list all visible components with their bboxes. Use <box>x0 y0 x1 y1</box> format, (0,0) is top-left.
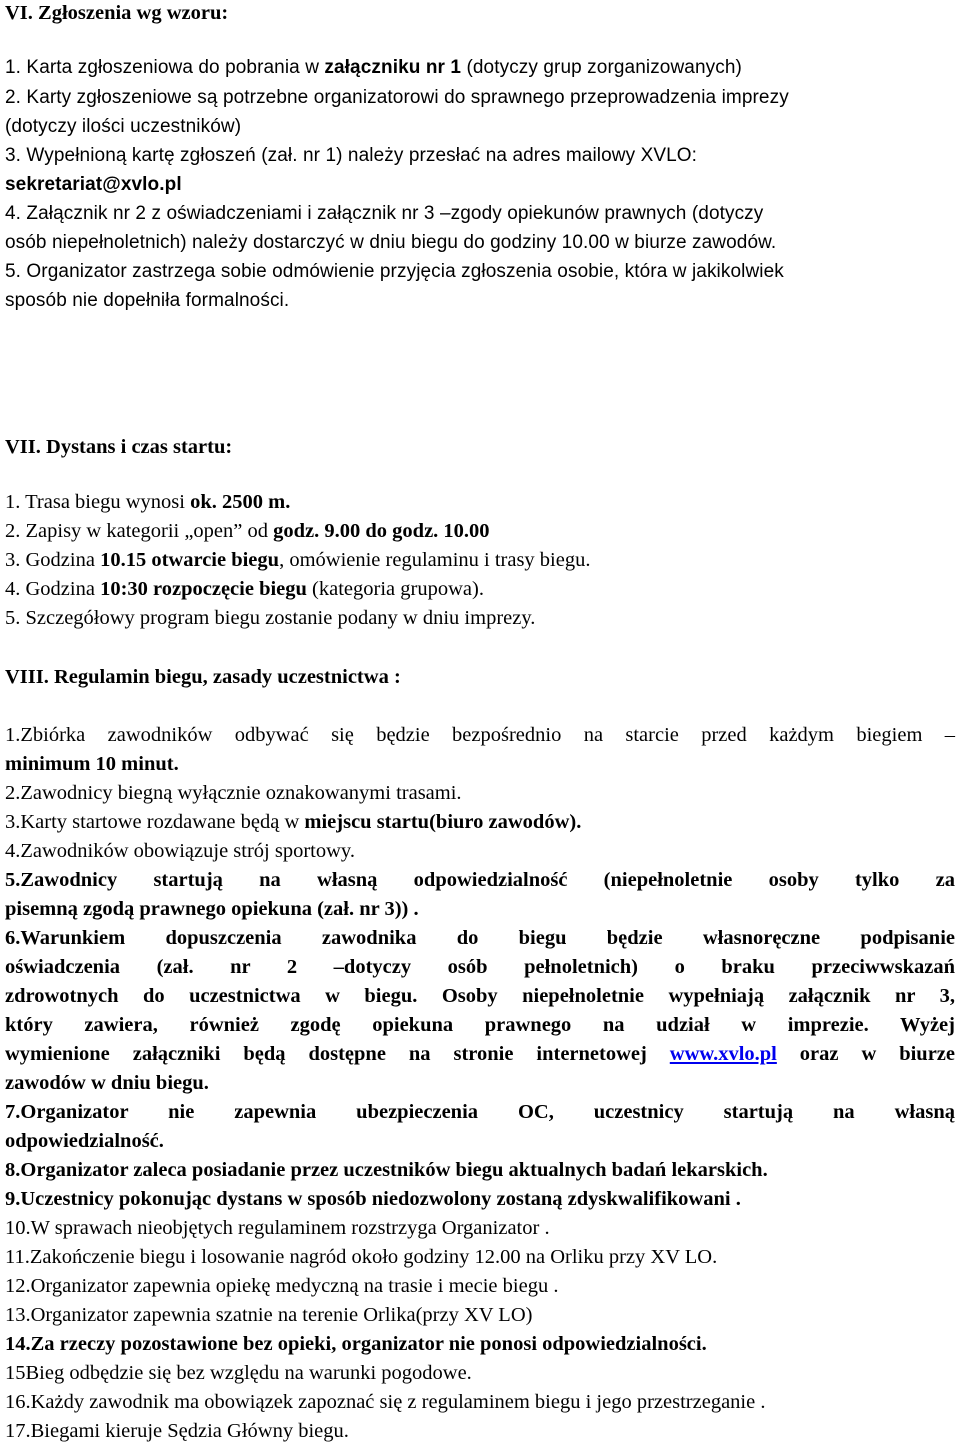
rule-13: 13.Organizator zapewnia szatnie na terenie Orlika(przy XV LO) <box>5 1304 533 1326</box>
section-vi-heading: VI. Zgłoszenia wg wzoru: <box>5 2 229 24</box>
section-vii-heading: VII. Dystans i czas startu: <box>5 436 233 458</box>
section-vi-item-3: 3. Wypełnioną kartę zgłoszeń (zał. nr 1) należy przesłać na adres mailowy XVLO: <box>5 145 698 166</box>
rule-16: 16.Każdy zawodnik ma obowiązek zapoznać się z regulaminem biegu i jego przestrzeganie . <box>5 1391 766 1413</box>
section-vii-item-5: 5. Szczegółowy program biegu zostanie podany w dniu imprezy. <box>5 607 536 629</box>
section-vii-item-1: 1. Trasa biegu wynosi ok. 2500 m. <box>5 491 291 513</box>
rule-6-cont-5: zawodów w dniu biegu. <box>5 1072 209 1094</box>
section-vi-item-4-cont: osób niepełnoletnich) należy dostarczyć w dniu biegu do godziny 10.00 w biurze zawodów. <box>5 232 777 253</box>
website-link[interactable]: www.xvlo.pl <box>669 1043 777 1065</box>
rule-5: 5.Zawodnicy startują na własną odpowiedzialność (niepełnoletnie osoby tylko za <box>5 869 955 891</box>
rule-6-cont-1: oświadczenia (zał. nr 2 –dotyczy osób pełnoletnich) o braku przeciwwskazań <box>5 956 955 978</box>
rule-4: 4.Zawodników obowiązuje strój sportowy. <box>5 840 355 862</box>
rule-7-cont: odpowiedzialność. <box>5 1130 164 1152</box>
section-vi-item-5: 5. Organizator zastrzega sobie odmówienie przyjęcia zgłoszenia osobie, która w jakikolwiek <box>5 261 784 282</box>
rule-12: 12.Organizator zapewnia opiekę medyczną na trasie i mecie biegu . <box>5 1275 559 1297</box>
rule-6: 6.Warunkiem dopuszczenia zawodnika do biegu będzie własnoręczne podpisanie <box>5 927 955 949</box>
rule-14: 14.Za rzeczy pozostawione bez opieki, organizator nie ponosi odpowiedzialności. <box>5 1333 707 1355</box>
rule-6-cont-4: wymienione załączniki będą dostępne na stronie internetowej www.xvlo.pl oraz w biurze <box>5 1043 956 1065</box>
section-vi-item-1: 1. Karta zgłoszeniowa do pobrania w załączniku nr 1 (dotyczy grup zorganizowanych) <box>5 57 742 78</box>
section-vii-item-3: 3. Godzina 10.15 otwarcie biegu, omówienie regulaminu i trasy biegu. <box>5 549 591 571</box>
rule-8: 8.Organizator zaleca posiadanie przez uczestników biegu aktualnych badań lekarskich. <box>5 1159 768 1181</box>
rule-11: 11.Zakończenie biegu i losowanie nagród około godziny 12.00 na Orliku przy XV LO. <box>5 1246 718 1268</box>
rule-9: 9.Uczestnicy pokonując dystans w sposób niedozwolony zostaną zdyskwalifikowani . <box>5 1188 741 1210</box>
email-address: sekretariat@xvlo.pl <box>5 174 182 195</box>
section-vii-item-4: 4. Godzina 10:30 rozpoczęcie biegu (kategoria grupowa). <box>5 578 484 600</box>
section-vi-item-2: 2. Karty zgłoszeniowe są potrzebne organizatorowi do sprawnego przeprowadzenia imprezy <box>5 87 789 108</box>
rule-6-cont-2: zdrowotnych do uczestnictwa w biegu. Osoby niepełnoletnie wypełniają załącznik nr 3, <box>5 985 955 1007</box>
rule-10: 10.W sprawach nieobjętych regulaminem rozstrzyga Organizator . <box>5 1217 550 1239</box>
rule-5-cont: pisemną zgodą prawnego opiekuna (zał. nr 3)) . <box>5 898 419 920</box>
section-vii-item-2: 2. Zapisy w kategorii „open” od godz. 9.00 do godz. 10.00 <box>5 520 490 542</box>
section-vi-item-2-cont: (dotyczy ilości uczestników) <box>5 116 242 137</box>
rule-15: 15Bieg odbędzie się bez względu na warunki pogodowe. <box>5 1362 472 1384</box>
rule-2: 2.Zawodnicy biegną wyłącznie oznakowanymi trasami. <box>5 782 462 804</box>
section-vi-item-4: 4. Załącznik nr 2 z oświadczeniami i załącznik nr 3 –zgody opiekunów prawnych (dotyczy <box>5 203 764 224</box>
rule-1: 1.Zbiórka zawodników odbywać się będzie bezpośrednio na starcie przed każdym biegiem – <box>5 724 955 746</box>
rule-7: 7.Organizator nie zapewnia ubezpieczenia OC, uczestnicy startują na własną <box>5 1101 955 1123</box>
rule-17: 17.Biegami kieruje Sędzia Główny biegu. <box>5 1420 349 1442</box>
rule-1-cont: minimum 10 minut. <box>5 753 179 775</box>
rule-6-cont-3: który zawiera, również zgodę opiekuna prawnego na udział w imprezie. Wyżej <box>5 1014 955 1036</box>
section-viii-heading: VIII. Regulamin biegu, zasady uczestnictwa : <box>5 666 401 688</box>
section-vi-item-5-cont: sposób nie dopełniła formalności. <box>5 290 290 311</box>
rule-3: 3.Karty startowe rozdawane będą w miejscu startu(biuro zawodów). <box>5 811 582 833</box>
